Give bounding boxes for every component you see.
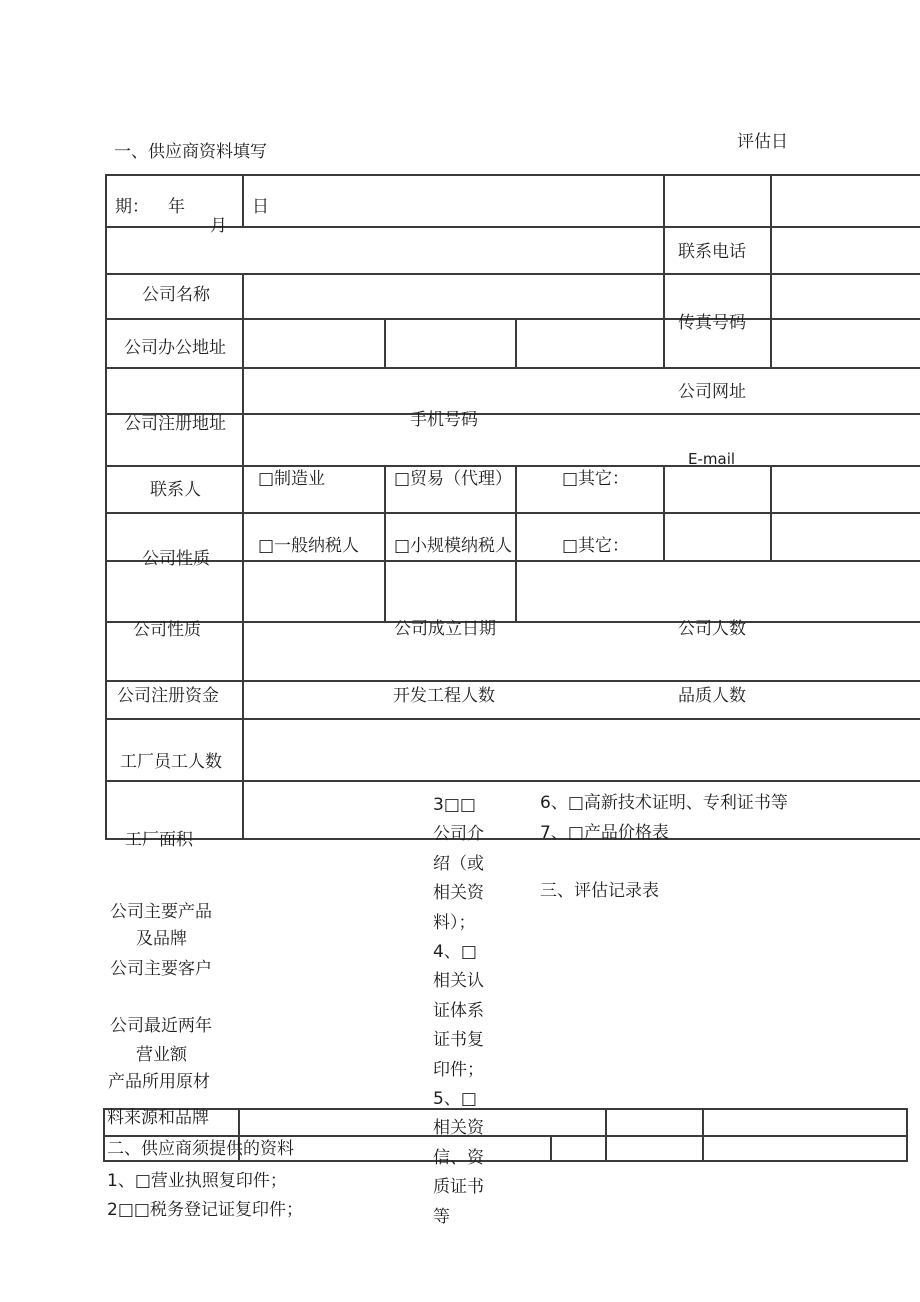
doc-wrap-line: 相关认 <box>433 971 484 992</box>
company-headcount-label: 公司人数 <box>678 619 746 639</box>
table2-border-v <box>103 1108 105 1162</box>
table1-border-h <box>105 465 920 467</box>
raw-material-label-line2: 料来源和品牌 <box>107 1108 209 1128</box>
establish-date-label: 公司成立日期 <box>394 619 496 639</box>
section2-title: 二、供应商须提供的资料 <box>107 1139 294 1159</box>
contact-person-label: 联系人 <box>150 480 201 500</box>
table1-border-h <box>105 318 920 320</box>
doc-wrap-line: 公司介 <box>433 824 484 845</box>
table1-border-v <box>242 174 244 228</box>
table2-border-v <box>702 1108 704 1162</box>
main-products-label-line2: 及品牌 <box>136 929 187 949</box>
company-name-label: 公司名称 <box>142 285 210 305</box>
contact-phone-label: 联系电话 <box>678 242 746 262</box>
table1-border-h <box>105 621 920 623</box>
taxpayer-option-small: □小规模纳税人 <box>394 536 513 556</box>
industry-option-other: □其它： <box>562 469 630 489</box>
table1-border-v <box>384 318 386 367</box>
doc-item-2: 2□□税务登记证复印件； <box>107 1200 303 1220</box>
table1-border-h <box>105 413 920 415</box>
date-year-label: 年 <box>168 197 185 217</box>
quality-headcount-label: 品质人数 <box>678 686 746 706</box>
main-products-label-line1: 公司主要产品 <box>110 902 212 922</box>
table1-border-h <box>105 838 920 840</box>
table1-border-h <box>105 512 920 514</box>
rd-engineer-headcount-label: 开发工程人数 <box>393 686 495 706</box>
doc-wrap-line: 证体系 <box>433 1000 484 1021</box>
email-label: E-mail <box>688 450 736 468</box>
eval-date-fragment: 评估日 <box>737 132 788 152</box>
doc-wrap-line: 印件； <box>433 1059 484 1080</box>
table2-border-v <box>906 1108 908 1162</box>
doc-wrap-line: 5、□ <box>433 1089 477 1110</box>
table2-border-h <box>103 1108 908 1110</box>
registered-capital-label: 公司注册资金 <box>117 686 219 706</box>
taxpayer-option-other: □其它： <box>562 536 630 556</box>
table2-border-v <box>605 1108 607 1162</box>
company-nature-label-1: 公司性质 <box>142 549 210 569</box>
table1-border-v <box>384 465 386 621</box>
doc-items-3-to-5-column <box>433 791 484 1232</box>
table1-border-h <box>105 273 920 275</box>
date-day-label: 日 <box>252 197 269 217</box>
doc-wrap-line: 相关资 <box>433 883 484 904</box>
doc-wrap-line: 质证书 <box>433 1177 484 1198</box>
table1-border-v <box>663 465 665 560</box>
doc-wrap-line: 料）； <box>433 912 476 933</box>
table2-border-h <box>103 1135 908 1137</box>
doc-wrap-line: 等 <box>433 1206 450 1227</box>
doc-item-6: 6、□高新技术证明、专利证书等 <box>540 793 788 813</box>
taxpayer-option-general: □一般纳税人 <box>258 536 360 556</box>
table1-border-v <box>515 465 517 621</box>
table1-border-h <box>105 780 920 782</box>
table1-border-h <box>105 680 920 682</box>
industry-option-manufacturing: □制造业 <box>258 469 326 489</box>
table1-border-h <box>105 174 920 176</box>
table1-border-h <box>105 560 920 562</box>
table1-border-v <box>770 174 772 367</box>
doc-wrap-line: 绍（或 <box>433 853 484 874</box>
doc-wrap-line: 3□□ <box>433 795 476 815</box>
doc-wrap-line: 证书复 <box>433 1030 484 1051</box>
section1-title: 一、供应商资料填写 <box>114 142 267 162</box>
industry-option-trading: □贸易（代理） <box>394 469 513 489</box>
table1-border-v <box>663 174 665 367</box>
table1-border-h <box>105 226 920 228</box>
office-address-label: 公司办公地址 <box>124 338 226 358</box>
table1-border-h <box>105 718 920 720</box>
doc-wrap-line: 4、□ <box>433 942 477 963</box>
table1-border-v <box>770 465 772 560</box>
factory-headcount-label: 工厂员工人数 <box>120 752 222 772</box>
mobile-number-label: 手机号码 <box>410 410 478 430</box>
doc-wrap-line: 信、资 <box>433 1147 484 1168</box>
revenue-label-line1: 公司最近两年 <box>110 1016 212 1036</box>
company-nature-label-2: 公司性质 <box>133 620 201 640</box>
table2-border-v <box>550 1135 552 1162</box>
fax-number-label: 传真号码 <box>678 313 746 333</box>
raw-material-label-line1: 产品所用原材 <box>108 1072 210 1092</box>
factory-area-label: 工厂面积 <box>125 830 193 850</box>
table2-border-h <box>103 1160 908 1162</box>
date-month-label: 月 <box>210 216 227 236</box>
doc-wrap-line: 相关资 <box>433 1118 484 1139</box>
doc-item-1: 1、□营业执照复印件； <box>107 1171 287 1191</box>
revenue-label-line2: 营业额 <box>136 1045 187 1065</box>
main-customers-label: 公司主要客户 <box>110 959 212 979</box>
table1-border-v <box>242 273 244 838</box>
table1-border-v <box>105 174 107 838</box>
doc-item-7: 7、□产品价格表 <box>540 823 669 843</box>
company-website-label: 公司网址 <box>678 382 746 402</box>
table1-border-h <box>105 367 920 369</box>
section3-title: 三、评估记录表 <box>540 881 659 901</box>
date-prefix: 期： <box>115 197 149 217</box>
table1-border-v <box>515 318 517 367</box>
registered-address-label: 公司注册地址 <box>124 414 226 434</box>
